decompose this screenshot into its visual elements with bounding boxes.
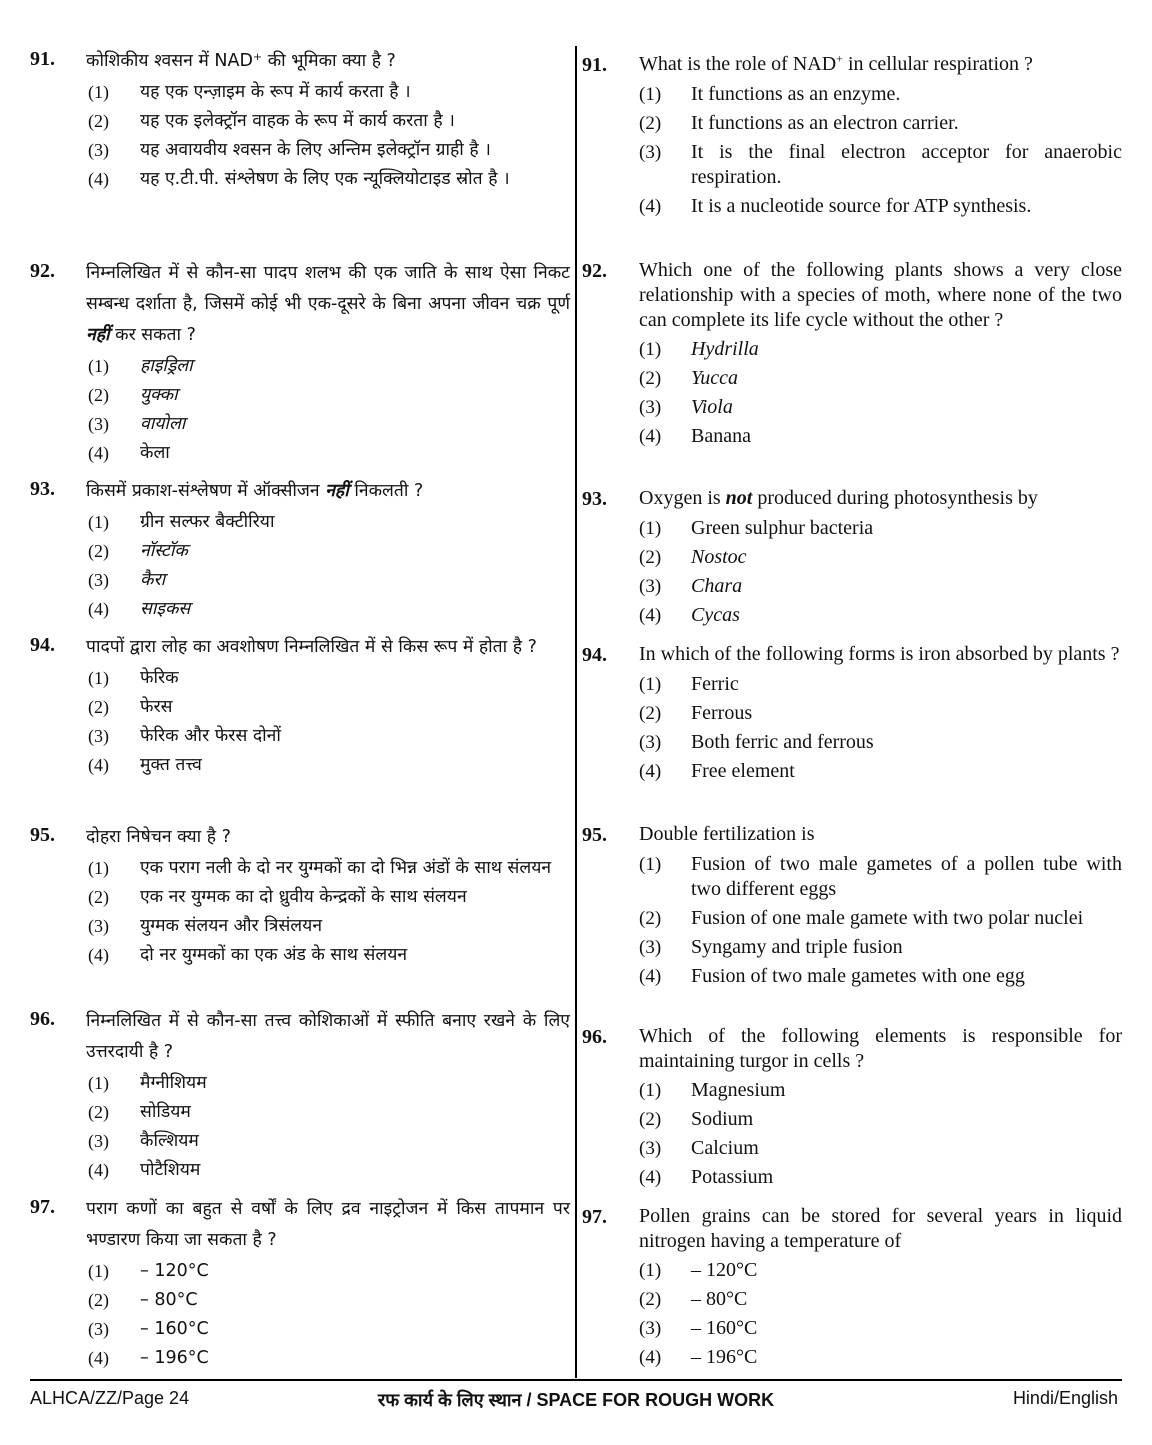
question-text: Which one of the following plants shows a very close relationship with a species of moth, where none of the two can complete its life cycle without the other ?: [639, 259, 1122, 331]
option-1: [88, 79, 570, 106]
question-number: 94.: [30, 634, 55, 656]
question-text: [86, 258, 570, 351]
option-text: Green sulphur bacteria: [691, 517, 874, 539]
option-4: [88, 752, 570, 779]
option-number: (1): [639, 84, 662, 105]
question-number: 94.: [582, 644, 607, 666]
option-number: (2): [639, 547, 662, 568]
option-text: मैग्नीशियम: [140, 1073, 207, 1093]
option-number: (2): [639, 1109, 662, 1130]
option-number: (4): [88, 755, 109, 775]
option-number: (1): [639, 674, 662, 695]
option-text: मुक्त तत्त्व: [140, 755, 202, 775]
option-text: हाइड्रिला: [140, 356, 193, 376]
option-number: (3): [639, 397, 662, 418]
option-number: (1): [88, 858, 109, 878]
column-divider: [575, 46, 577, 1378]
option-number: (4): [639, 761, 662, 782]
option-1: [88, 353, 570, 380]
option-2: [639, 1107, 1122, 1132]
option-text: Nostoc: [691, 546, 747, 568]
question-number: 93.: [582, 488, 607, 510]
question-96-hindi: [30, 1006, 570, 1184]
option-text: – 120°C: [140, 1261, 209, 1281]
option-number: (4): [639, 426, 662, 447]
option-text: साइकस: [140, 599, 191, 619]
option-3: [88, 1316, 570, 1343]
option-number: (1): [88, 82, 109, 102]
option-4: [88, 1157, 570, 1184]
option-3: [88, 137, 570, 164]
question-92-hindi: [30, 258, 570, 467]
question-93-english: [582, 486, 1122, 628]
question-text: In which of the following forms is iron absorbed by plants ?: [639, 643, 1120, 665]
question-number: 96.: [582, 1026, 607, 1048]
option-number: (2): [88, 1290, 109, 1310]
option-1: [88, 665, 570, 692]
option-text: It is a nucleotide source for ATP synthesis.: [691, 195, 1032, 217]
option-4: [88, 1345, 570, 1372]
option-number: (4): [88, 169, 109, 189]
language-label: Hindi/English: [1012, 1388, 1118, 1408]
emphasis-text: नहीं: [325, 481, 349, 501]
option-3: [88, 913, 570, 940]
option-number: (1): [639, 518, 662, 539]
question-text: Pollen grains can be stored for several years in liquid nitrogen having a temperature of: [639, 1205, 1122, 1252]
option-2: [639, 906, 1122, 931]
option-number: (2): [88, 385, 109, 405]
question-95-hindi: [30, 822, 570, 969]
option-4: [639, 759, 1122, 784]
footer-rule: [30, 1379, 1122, 1381]
option-3: [639, 935, 1122, 960]
option-number: (3): [639, 576, 662, 597]
option-text: यह एक एन्ज़ाइम के रूप में कार्य करता है ।: [140, 82, 411, 102]
option-text: Fusion of two male gametes with one egg: [691, 965, 1025, 987]
question-text: Which of the following elements is responsible for maintaining turgor in cells ?: [639, 1025, 1122, 1072]
option-text: Ferrous: [691, 702, 753, 724]
option-2: [88, 884, 570, 911]
option-text: पोटैशियम: [140, 1160, 201, 1180]
option-number: (2): [88, 541, 109, 561]
option-text: Cycas: [691, 604, 740, 626]
option-number: (1): [639, 854, 662, 875]
option-text: युक्का: [140, 385, 178, 405]
emphasis-text: not: [725, 487, 753, 509]
question-94-english: [582, 642, 1122, 784]
option-4: [639, 424, 1122, 449]
option-3: [88, 1128, 570, 1155]
option-text: Yucca: [691, 367, 739, 389]
options: [88, 1070, 570, 1184]
option-number: (2): [88, 887, 109, 907]
option-number: (3): [639, 937, 662, 958]
option-number: (1): [88, 668, 109, 688]
options: [639, 337, 1122, 449]
question-text-part: निकलती ?: [354, 481, 424, 501]
option-3: [639, 1136, 1122, 1161]
page-footer: [30, 1388, 1122, 1416]
option-text: Fusion of two male gametes of a pollen tube with two different eggs: [691, 853, 1122, 900]
question-93-hindi: [30, 476, 570, 623]
question-text: [639, 52, 1122, 78]
option-text: Calcium: [691, 1137, 759, 1159]
option-2: [88, 382, 570, 409]
option-text: Chara: [691, 575, 743, 597]
option-number: (2): [639, 703, 662, 724]
option-1: [639, 1078, 1122, 1103]
option-number: (3): [88, 414, 109, 434]
question-text: कोशिकीय श्वसन में NAD⁺ की भूमिका क्या है ?: [86, 51, 396, 71]
option-number: (2): [639, 1289, 662, 1310]
option-text: Syngamy and triple fusion: [691, 936, 903, 958]
question-97-english: [582, 1204, 1122, 1370]
options: [88, 509, 570, 623]
option-number: (2): [88, 697, 109, 717]
option-number: (2): [639, 908, 662, 929]
option-text: Magnesium: [691, 1079, 786, 1101]
question-number: 92.: [582, 260, 607, 282]
option-text: वायोला: [140, 414, 186, 434]
option-number: (3): [88, 1319, 109, 1339]
options: [639, 1078, 1122, 1190]
option-text: – 80°C: [140, 1290, 198, 1310]
question-text: दोहरा निषेचन क्या है ?: [86, 827, 231, 847]
question-96-english: [582, 1024, 1122, 1190]
options: [88, 79, 570, 193]
question-92-english: [582, 258, 1122, 449]
option-2: [88, 108, 570, 135]
option-text: कैल्शियम: [140, 1131, 199, 1151]
option-4: [88, 166, 570, 193]
question-text-part: What is the role of NAD: [639, 53, 837, 75]
option-number: (2): [88, 1102, 109, 1122]
options: [639, 82, 1122, 219]
option-text: It functions as an enzyme.: [691, 83, 901, 105]
option-number: (1): [639, 339, 662, 360]
question-94-hindi: [30, 632, 570, 779]
question-text: [639, 486, 1122, 512]
option-number: (4): [639, 1167, 662, 1188]
question-number: 95.: [30, 824, 55, 846]
question-95-english: [582, 822, 1122, 989]
option-text: Banana: [691, 425, 751, 447]
option-text: एक नर युग्मक का दो ध्रुवीय केन्द्रकों के साथ संलयन: [140, 887, 467, 907]
option-text: – 160°C: [691, 1317, 758, 1339]
option-number: (1): [88, 512, 109, 532]
option-2: [88, 1287, 570, 1314]
option-4: [639, 194, 1122, 219]
option-text: यह एक इलेक्ट्रॉन वाहक के रूप में कार्य करता है ।: [140, 111, 455, 131]
option-number: (4): [639, 605, 662, 626]
option-4: [639, 1345, 1122, 1370]
option-text: Fusion of one male gamete with two polar nuclei: [691, 907, 1084, 929]
option-text: Both ferric and ferrous: [691, 731, 874, 753]
option-text: दो नर युग्मकों का एक अंड के साथ संलयन: [140, 945, 408, 965]
question-text: [86, 476, 570, 507]
option-2: [639, 366, 1122, 391]
option-text: Hydrilla: [691, 338, 759, 360]
question-number: 93.: [30, 478, 55, 500]
rough-work-label: रफ कार्य के लिए स्थान / SPACE FOR ROUGH WORK: [377, 1390, 775, 1410]
question-number: 91.: [582, 54, 607, 76]
question-text: Double fertilization is: [639, 823, 815, 845]
option-2: [88, 1099, 570, 1126]
option-4: [639, 603, 1122, 628]
option-number: (1): [639, 1080, 662, 1101]
question-text-part: कर सकता ?: [115, 325, 196, 345]
option-text: ग्रीन सल्फर बैक्टीरिया: [140, 512, 275, 532]
question-91-english: [582, 52, 1122, 219]
option-number: (1): [88, 1261, 109, 1281]
option-number: (1): [88, 356, 109, 376]
options: [639, 672, 1122, 784]
option-number: (4): [88, 1160, 109, 1180]
option-text: It functions as an electron carrier.: [691, 112, 959, 134]
options: [88, 665, 570, 779]
option-2: [88, 538, 570, 565]
option-2: [639, 701, 1122, 726]
question-text: पराग कणों का बहुत से वर्षों के लिए द्रव नाइट्रोजन में किस तापमान पर भण्डारण किया जा सकता है ?: [86, 1199, 570, 1250]
option-number: (3): [639, 1138, 662, 1159]
question-number: 97.: [30, 1196, 55, 1218]
option-text: Free element: [691, 760, 795, 782]
option-text: केला: [140, 443, 170, 463]
option-2: [639, 545, 1122, 570]
question-text-part: in cellular respiration ?: [842, 53, 1033, 75]
option-3: [639, 574, 1122, 599]
option-1: [639, 516, 1122, 541]
option-2: [639, 1287, 1122, 1312]
option-3: [88, 723, 570, 750]
option-text: Sodium: [691, 1108, 754, 1130]
question-number: 91.: [30, 48, 55, 70]
question-91-hindi: [30, 46, 570, 193]
option-text: – 160°C: [140, 1319, 209, 1339]
option-text: – 196°C: [691, 1346, 758, 1368]
question-number: 97.: [582, 1206, 607, 1228]
option-number: (4): [639, 196, 662, 217]
option-text: फेरस: [140, 697, 173, 717]
option-text: यह अवायवीय श्वसन के लिए अन्तिम इलेक्ट्रॉन ग्राही है ।: [140, 140, 491, 160]
option-1: [88, 509, 570, 536]
emphasis-text: नहीं: [86, 325, 110, 345]
option-4: [639, 964, 1122, 989]
option-number: (3): [88, 1131, 109, 1151]
question-text-part: Oxygen is: [639, 487, 721, 509]
option-2: [88, 694, 570, 721]
options: [639, 852, 1122, 989]
question-text-part: किसमें प्रकाश-संश्लेषण में ऑक्सीजन: [86, 481, 320, 501]
option-4: [88, 596, 570, 623]
option-number: (1): [639, 1260, 662, 1281]
option-number: (2): [639, 113, 662, 134]
option-text: – 80°C: [691, 1288, 748, 1310]
option-1: [639, 1258, 1122, 1283]
option-1: [88, 1070, 570, 1097]
option-1: [639, 672, 1122, 697]
option-1: [639, 852, 1122, 902]
option-number: (2): [639, 368, 662, 389]
option-number: (4): [639, 1347, 662, 1368]
question-text: पादपों द्वारा लोह का अवशोषण निम्नलिखित में से किस रूप में होता है ?: [86, 637, 537, 657]
option-text: It is the final electron acceptor for anaerobic respiration.: [691, 141, 1122, 188]
question-number: 92.: [30, 260, 55, 282]
option-text: एक पराग नली के दो नर युग्मकों का दो भिन्न अंडों के साथ संलयन: [140, 858, 552, 878]
option-1: [88, 1258, 570, 1285]
option-number: (3): [639, 142, 662, 163]
option-number: (3): [639, 732, 662, 753]
option-2: [639, 111, 1122, 136]
question-columns: [30, 46, 1122, 1378]
question-97-hindi: [30, 1194, 570, 1372]
option-text: Potassium: [691, 1166, 774, 1188]
option-1: [639, 82, 1122, 107]
options: [639, 516, 1122, 628]
options: [88, 855, 570, 969]
option-number: (3): [88, 570, 109, 590]
option-text: फेरिक: [140, 668, 179, 688]
option-number: (3): [639, 1318, 662, 1339]
option-number: (1): [88, 1073, 109, 1093]
page-code: ALHCA/ZZ/Page 24: [30, 1388, 190, 1408]
options: [639, 1258, 1122, 1370]
option-number: (4): [88, 599, 109, 619]
option-text: Ferric: [691, 673, 739, 695]
option-text: Viola: [691, 396, 733, 418]
option-4: [639, 1165, 1122, 1190]
question-number: 96.: [30, 1008, 55, 1030]
question-text-part: produced during photosynthesis by: [757, 487, 1038, 509]
option-text: फेरिक और फेरस दोनों: [140, 726, 281, 746]
option-4: [88, 942, 570, 969]
option-1: [639, 337, 1122, 362]
question-text: निम्नलिखित में से कौन-सा तत्त्व कोशिकाओं में स्फीति बनाए रखने के लिए उत्तरदायी है ?: [86, 1011, 570, 1062]
option-3: [639, 395, 1122, 420]
option-text: सोडियम: [140, 1102, 191, 1122]
option-number: (4): [88, 1348, 109, 1368]
option-number: (2): [88, 111, 109, 131]
superscript: +: [836, 51, 843, 66]
option-3: [639, 1316, 1122, 1341]
option-4: [88, 440, 570, 467]
option-3: [639, 140, 1122, 190]
option-text: यह ए.टी.पी. संश्लेषण के लिए एक न्यूक्लियोटाइड स्रोत है ।: [140, 169, 510, 189]
options: [88, 1258, 570, 1372]
option-1: [88, 855, 570, 882]
option-number: (3): [88, 140, 109, 160]
option-3: [88, 567, 570, 594]
option-text: कैरा: [140, 570, 166, 590]
option-text: युग्मक संलयन और त्रिसंलयन: [140, 916, 323, 936]
question-text-part: निम्नलिखित में से कौन-सा पादप शलभ की एक जाति के साथ ऐसा निकट सम्बन्ध दर्शाता है, जिसमें कोई भी एक-दूसरे के बिना अपना जीवन चक्र पूर्ण: [86, 263, 570, 314]
option-text: नॉस्टॉक: [140, 541, 188, 561]
option-number: (3): [88, 916, 109, 936]
option-number: (4): [639, 966, 662, 987]
option-number: (4): [88, 945, 109, 965]
option-text: – 120°C: [691, 1259, 758, 1281]
option-number: (3): [88, 726, 109, 746]
option-3: [639, 730, 1122, 755]
option-number: (4): [88, 443, 109, 463]
options: [88, 353, 570, 467]
question-number: 95.: [582, 824, 607, 846]
option-text: – 196°C: [140, 1348, 209, 1368]
option-3: [88, 411, 570, 438]
